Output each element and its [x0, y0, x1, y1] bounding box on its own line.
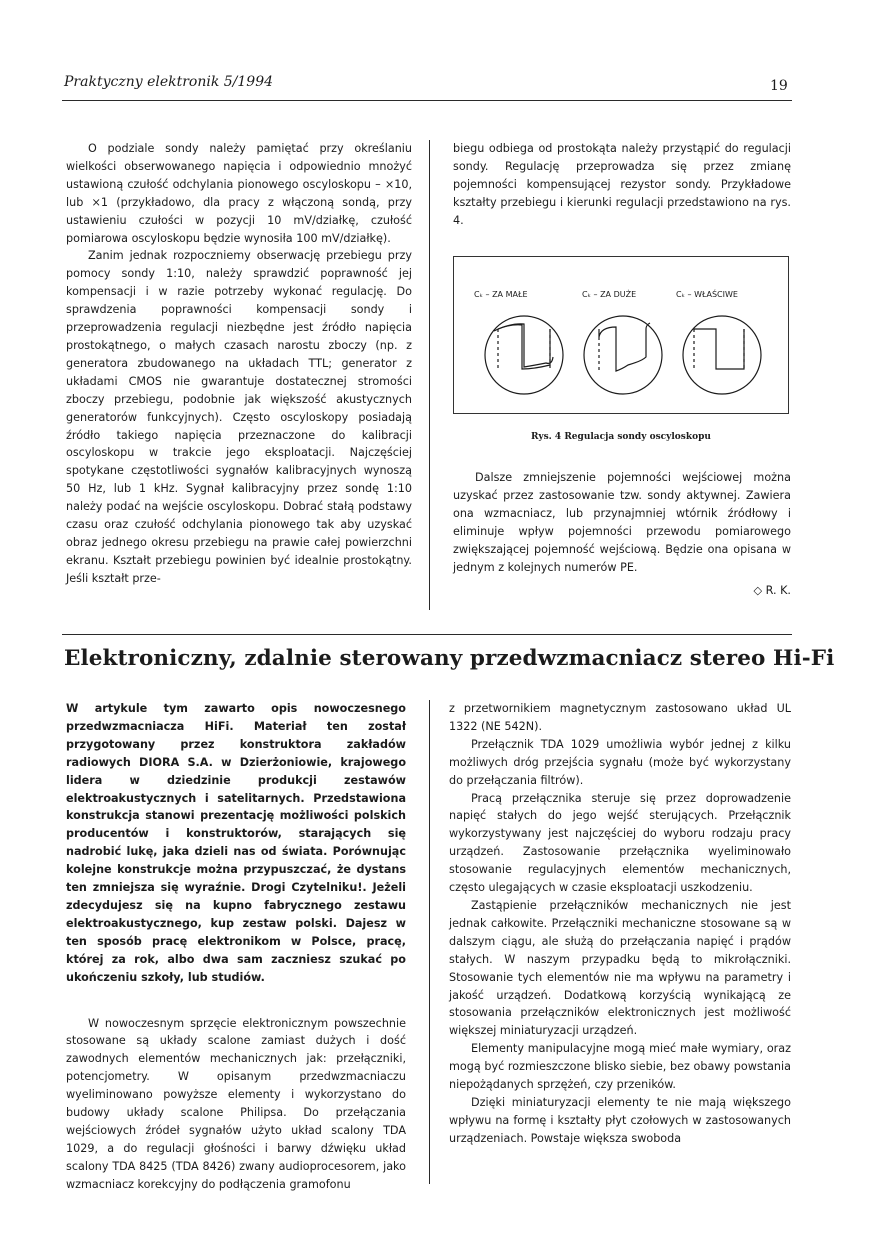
waveform-trace — [694, 329, 744, 369]
waveform-too-large — [584, 316, 662, 394]
paragraph: O podziale sondy należy pamiętać przy określaniu wielkości obserwowanego napięcia i odpowiednio mnożyć ustawioną czułość odchylania pionowego oscyloskopu – ×10, lub ×1 (przykładowo, dla pracy z włączoną sondą, przy ustawieniu czułości w pozycji 10 mV/działkę, czułość pomiarowa oscyloskopu będzie wynosiła 100 mV/działkę). — [66, 142, 412, 245]
figure-diagram — [454, 257, 790, 415]
paragraph: W nowoczesnym sprzęcie elektronicznym powszechnie stosowane są układy scalone zamiast dużych i dość zawodnych elementów mechanicznych jak: przełączniki, potencjometry. W opisanym przedwzmacniaczu wyeliminowano powyższe elementy i wykorzystano do budowy układy scalone Philipsa. Do przełączania wejściowych źródeł sygnałów użyto układ scalony TDA 1029, a do regulacji głośności i barwy dźwięku układ scalony TDA 8425 (TDA 8426) zwany audioprocesorem, jako wzmacniacz korekcyjny do podłączenia gramofonu — [66, 1016, 406, 1191]
section-rule — [62, 634, 792, 635]
top-column-divider — [429, 140, 430, 610]
signature: ◇ R. K. — [753, 584, 791, 598]
top-right-column-continued — [453, 469, 791, 600]
paragraph: Elementy manipulacyjne mogą mieć małe wymiary, oraz mogą być rozmieszczone blisko siebie, bez obawy powstania niepożądanych sprzężeń, czy przeników. — [449, 1042, 791, 1092]
paragraph: Dzięki miniaturyzacji elementy te nie mają większego wpływu na formę i kształty płyt czołowych w zastosowanych urządzeniach. Powstaje większa swoboda — [449, 1095, 791, 1145]
article-right-column — [449, 700, 791, 1148]
article-title: Elektroniczny, zdalnie sterowany przedwzmacniacz stereo Hi-Fi — [64, 646, 835, 671]
figure-caption: Rys. 4 Regulacja sondy oscyloskopu — [531, 432, 711, 442]
page-number: 19 — [770, 78, 788, 94]
paragraph: z przetwornikiem magnetycznym zastosowano układ UL 1322 (NE 542N). — [449, 702, 791, 733]
figure-label-too-small: Cₖ – ZA MAŁE — [474, 290, 528, 299]
waveform-too-small — [485, 316, 563, 394]
scope-circle — [584, 316, 662, 394]
scope-circle — [683, 316, 761, 394]
article-lead: W artykule tym zawarto opis nowoczesnego przedwzmacniacza HiFi. Materiał ten został przygotowany przez konstruktora zakładów radiowych DIORA S.A. w Dzierżoniowie, krajowego lidera w dziedzinie produkcji zestawów elektroakustycznych i satelitarnych. Przedstawiona konstrukcja stanowi prezentację możliwości polskich producentów i konstruktorów, starających się nadrobić lukę, jaka dzieli nas od świata. Porównując kolejne konstrukcje można przypuszczać, że dystans ten zmniejsza się wyraźnie. Drogi Czytelniku!. Jeżeli zdecydujesz się na kupno fabrycznego zestawu elektroakustycznego, kup zestaw polski. Dajesz w ten sposób pracę elektronikom w Polsce, pracę, której za rok, albo dwa sam zaczniesz szukać po ukończeniu szkoły, lub studiów. — [66, 702, 406, 984]
article-left-column — [66, 700, 406, 1194]
header-rule — [62, 100, 792, 101]
figure-probe-compensation — [453, 256, 789, 414]
top-right-column — [453, 140, 791, 230]
figure-label-too-large: Cₖ – ZA DUŻE — [582, 290, 637, 299]
paragraph: Pracą przełącznika steruje się przez doprowadzenie napięć stałych do jego wejść sterujących. Przełącznik wykorzystywany jest najczęściej do wyboru rodzaju pracy urządzeń. Zastosowanie przełącznika wyeliminowało stosowanie regulacyjnych elementów mechanicznych, często ulegających w czasie eksploatacji uszkodzeniu. — [449, 791, 791, 895]
paragraph: Dalsze zmniejszenie pojemności wejściowej można uzyskać przez zastosowanie tzw. sondy aktywnej. Zawiera ona wzmacniacz, lub przynajmniej wtórnik źródłowy i eliminuje wpływ pojemności przewodu pomiarowego zwiększającej pojemność wejściową. Będzie ona opisana w jednym z kolejnych numerów PE. — [453, 471, 791, 574]
journal-header: Praktyczny elektronik 5/1994 — [64, 74, 274, 90]
top-left-column — [66, 140, 412, 588]
paragraph: Przełącznik TDA 1029 umożliwia wybór jednej z kilku możliwych dróg przejścia sygnału (może być wykorzystany do przełączania filtrów). — [449, 737, 791, 787]
waveform-trace — [599, 323, 650, 371]
article-column-divider — [429, 700, 430, 1184]
figure-label-correct: Cₖ – WŁAŚCIWE — [676, 290, 738, 299]
paragraph: Zastąpienie przełączników mechanicznych nie jest jednak całkowite. Przełączniki mechaniczne stosowane są w dalszym ciągu, ale służą do przełączania napięć i prądów stałych. W naszym przypadku będą to mikrołączniki. Stosowanie tych elementów nie ma wpływu na parametry i jakość urządzeń. Dodatkową korzyścią wynikającą ze stosowania przełączników elektronicznych jest możliwość większej miniaturyzacji urządzeń. — [449, 898, 791, 1038]
waveform-trace — [494, 324, 553, 367]
paragraph: biegu odbiega od prostokąta należy przystąpić do regulacji sondy. Regulację przeprowadza się przez zmianę pojemności kompensującej rezystor sondy. Przykładowe kształty przebiegu i kierunki regulacji przedstawiono na rys. 4. — [453, 142, 791, 227]
waveform-correct — [683, 316, 761, 394]
paragraph: Zanim jednak rozpoczniemy obserwację przebiegu przy pomocy sondy 1:10, należy sprawdzić poprawność jej kompensacji i w razie potrzeby wykonać regulację. Do sprawdzenia poprawności kompensacji sondy i przeprowadzenia regulacji niezbędne jest źródło napięcia prostokątnego, o małych czasach narostu zboczy (np. z generatora zbudowanego na układach TTL; generator z układami CMOS nie gwarantuje dostatecznej stromości zboczy przebiegu, podobnie jak większość akustycznych generatorów funkcyjnych). Często oscyloskopy posiadają źródło takiego napięcia przeznaczone do kalibracji oscyloskopu w trakcie jego eksploatacji. Najczęściej spotykane częstotliwości sygnałów kalibracyjnych wynoszą 50 Hz, lub 1 kHz. Sygnał kalibracyjny przez sondę 1:10 należy podać na wejście oscyloskopu. Dobrać stałą podstawy czasu oraz czułość odchylania pionowego tak aby uzyskać obraz jednego okresu przebiegu na prawie całej powierzchni ekranu. Kształt przebiegu powinien być idealnie prostokątny. Jeśli kształt prze- — [66, 249, 412, 585]
